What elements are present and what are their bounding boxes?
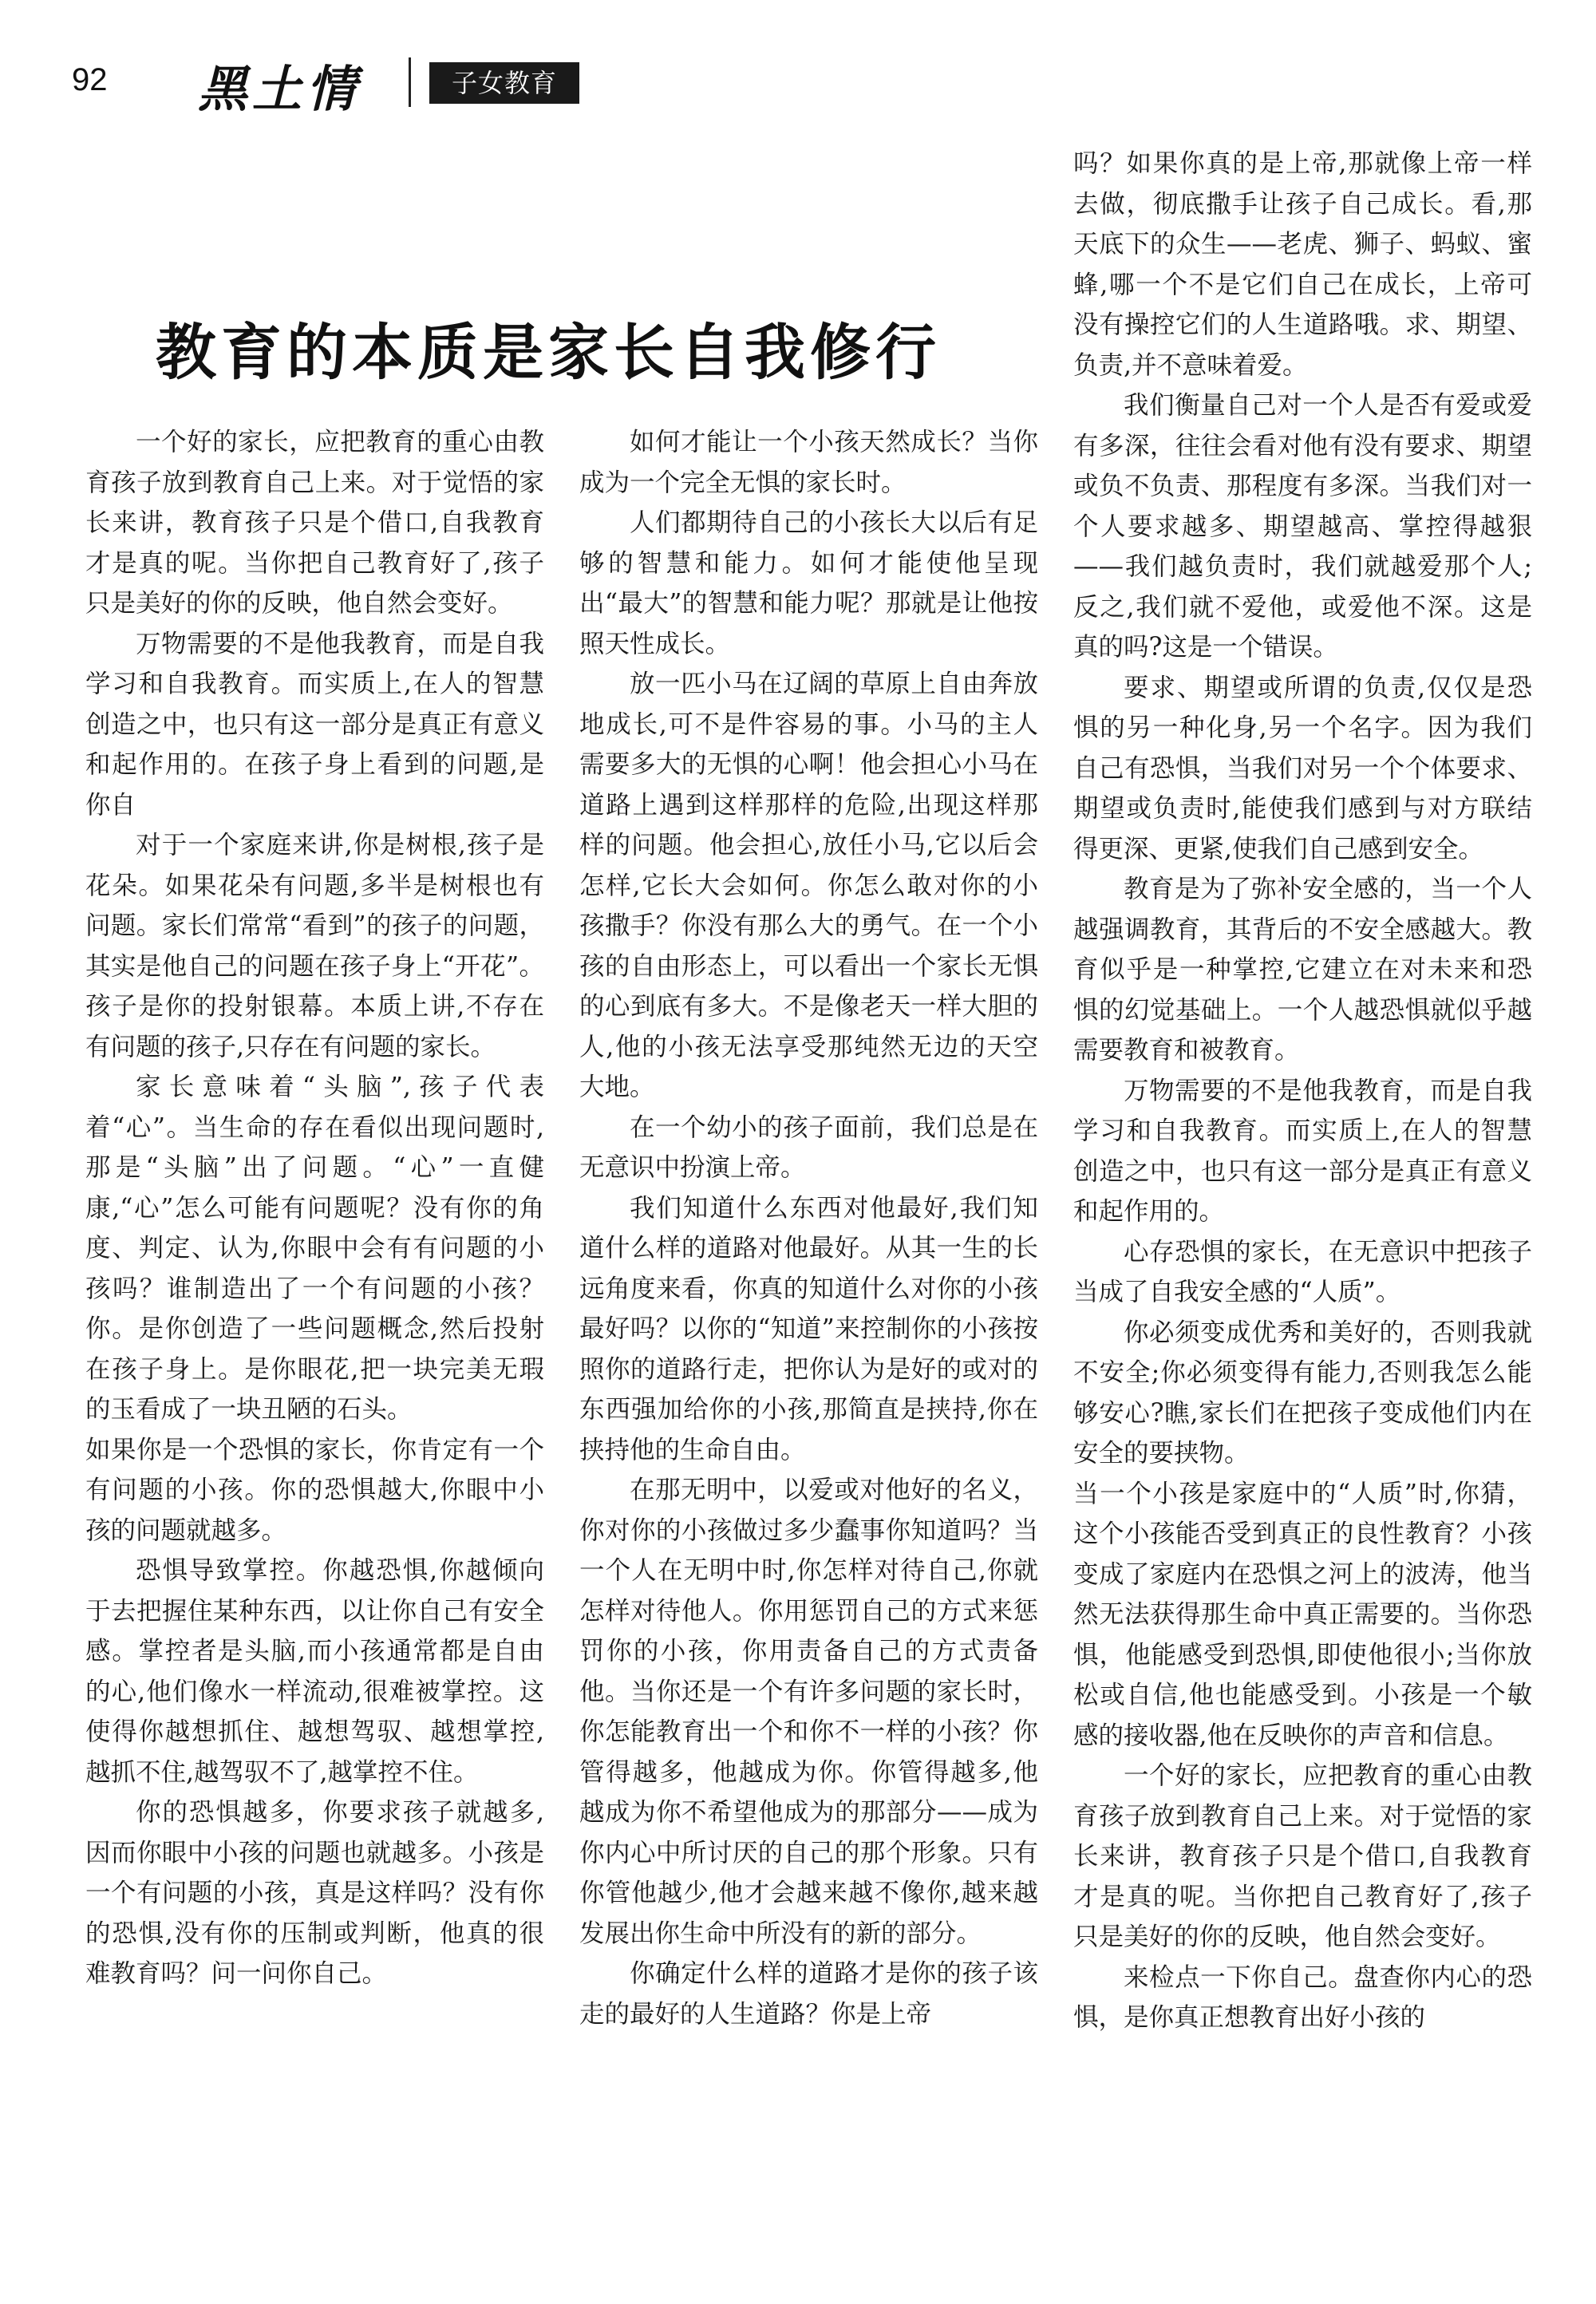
page-number: 92 xyxy=(72,62,108,97)
paragraph: 我们衡量自己对一个人是否有爱或爱有多深，往往会看对他有没有要求、期望或负不负责、那程度有多深。当我们对一个人要求越多、期望越高、掌控得越狠——我们越负责时，我们就越爱那个人;反之,我们就不爱他，或爱他不深。这是真的吗?这是一个错误。 xyxy=(1073,391,1532,662)
paragraph: 我们知道什么东西对他最好,我们知道什么样的道路对他最好。从其一生的长远角度来看，你真的知道什么对你的小孩最好吗？以你的“知道”来控制你的小孩按照你的道路行走，把你认为是好的或对的东西强加给你的小孩,那简直是挟持,你在挟持他的生命自由。 xyxy=(579,1193,1038,1464)
paragraph: 对于一个家庭来讲,你是树根,孩子是花朵。如果花朵有问题,多半是树根也有问题。家长们常常“看到”的孩子的问题，其实是他自己的问题在孩子身上“开花”。孩子是你的投射银幕。本质上讲,不存在有问题的孩子,只存在有问题的家长。 xyxy=(85,831,544,1061)
paragraph: 教育是为了弥补安全感的，当一个人越强调教育，其背后的不安全感越大。教育似乎是一种掌控,它建立在对未来和恐惧的幻觉基础上。一个人越恐惧就似乎越需要教育和被教育。 xyxy=(1073,875,1532,1065)
paragraph: 当一个小孩是家庭中的“人质”时,你猜，这个小孩能否受到真正的良性教育？小孩变成了家庭内在恐惧之河上的波涛，他当然无法获得那生命中真正需要的。当你恐惧，他能感受到恐惧,即使他很小;当你放松或自信,他也能感受到。小孩是一个敏感的接收器,他在反映你的声音和信息。 xyxy=(1073,1479,1532,1750)
paragraph: 吗？如果你真的是上帝,那就像上帝一样去做，彻底撒手让孩子自己成长。看,那天底下的众生——老虎、狮子、蚂蚁、蜜蜂,哪一个不是它们自己在成长，上帝可没有操控它们的人生道路哦。求、期望、负责,并不意味着爱。 xyxy=(1073,149,1532,380)
paragraph: 一个好的家长，应把教育的重心由教育孩子放到教育自己上来。对于觉悟的家长来讲，教育孩子只是个借口,自我教育才是真的呢。当你把自己教育好了,孩子只是美好的你的反映，他自然会变好。 xyxy=(1073,1761,1532,1951)
paragraph: 要求、期望或所谓的负责,仅仅是恐惧的另一种化身,另一个名字。因为我们自己有恐惧，当我们对另一个个体要求、期望或负责时,能使我们感到与对方联结得更深、更紧,使我们自己感到安全。 xyxy=(1073,673,1532,864)
article-title: 教育的本质是家长自我修行 xyxy=(156,316,941,388)
paragraph: 你确定什么样的道路才是你的孩子该走的最好的人生道路？你是上帝 xyxy=(579,1959,1038,2029)
paragraph: 心存恐惧的家长，在无意识中把孩子当成了自我安全感的“人质”。 xyxy=(1073,1237,1532,1306)
paragraph: 如果你是一个恐惧的家长，你肯定有一个有问题的小孩。你的恐惧越大,你眼中小孩的问题就越多。 xyxy=(85,1435,544,1545)
paragraph: 如何才能让一个小孩天然成长？当你成为一个完全无惧的家长时。 xyxy=(579,428,1038,497)
paragraph: 万物需要的不是他我教育，而是自我学习和自我教育。而实质上,在人的智慧创造之中，也只有这一部分是真正有意义和起作用的。 xyxy=(1073,1076,1532,1226)
paragraph: 恐惧导致掌控。你越恐惧,你越倾向于去把握住某种东西，以让你自己有安全感。掌控者是头脑,而小孩通常都是自由的心,他们像水一样流动,很难被掌控。这使得你越想抓住、越想驾驭、越想掌控,越抓不住,越驾驭不了,越掌控不住。 xyxy=(85,1556,544,1787)
paragraph: 人们都期待自己的小孩长大以后有足够的智慧和能力。如何才能使他呈现出“最大”的智慧和能力呢？那就是让他按照天性成长。 xyxy=(579,508,1038,658)
paragraph: 在那无明中，以爱或对他好的名义，你对你的小孩做过多少蠢事你知道吗？当一个人在无明中时,你怎样对待自己,你就怎样对待他人。你用惩罚自己的方式来惩罚你的小孩，你用责备自己的方式责备他。当你还是一个有许多问题的家长时，你怎能教育出一个和你不一样的小孩？你管得越多，他越成为你。你管得越多,他越成为你不希望他成为的那部分——成为你内心中所讨厌的自己的那个形象。只有你管他越少,他才会越来越不像你,越来越发展出你生命中所没有的新的部分。 xyxy=(579,1476,1038,1948)
paragraph: 你的恐惧越多，你要求孩子就越多,因而你眼中小孩的问题也就越多。小孩是一个有问题的小孩，真是这样吗？没有你的恐惧,没有你的压制或判断，他真的很难教育吗？问一问你自己。 xyxy=(85,1798,544,1988)
page-header xyxy=(0,0,1596,120)
paragraph: 万物需要的不是他我教育，而是自我学习和自我教育。而实质上,在人的智慧创造之中，也只有这一部分是真正有意义和起作用的。在孩子身上看到的问题,是你自 xyxy=(85,629,544,820)
text-column-2 xyxy=(579,422,1038,2034)
paragraph: 家长意味着“头脑”,孩子代表着“心”。当生命的存在看似出现问题时,那是“头脑”出了问题。“心”一直健康,“心”怎么可能有问题呢？没有你的角度、判定、认为,你眼中会有有问题的小孩吗？谁制造出了一个有问题的小孩？你。是你创造了一些问题概念,然后投射在孩子身上。是你眼花,把一块完美无瑕的玉看成了一块丑陋的石头。 xyxy=(85,1073,544,1424)
paragraph: 来检点一下你自己。盘查你内心的恐惧，是你真正想教育出好小孩的 xyxy=(1073,1962,1532,2032)
magazine-logo: 黑土情 xyxy=(198,60,361,118)
header-divider xyxy=(409,57,411,107)
paragraph: 一个好的家长，应把教育的重心由教育孩子放到教育自己上来。对于觉悟的家长来讲，教育孩子只是个借口,自我教育才是真的呢。当你把自己教育好了,孩子只是美好的你的反映，他自然会变好。 xyxy=(85,428,544,618)
section-tag: 子女教育 xyxy=(429,62,579,104)
paragraph: 在一个幼小的孩子面前，我们总是在无意识中扮演上帝。 xyxy=(579,1112,1038,1182)
text-column-1 xyxy=(85,422,544,1994)
paragraph: 你必须变成优秀和美好的，否则我就不安全;你必须变得有能力,否则我怎么能够安心?瞧,家长们在把孩子变成他们内在安全的要挟物。 xyxy=(1073,1318,1532,1468)
text-column-3 xyxy=(1073,144,1532,2038)
paragraph: 放一匹小马在辽阔的草原上自由奔放地成长,可不是件容易的事。小马的主人需要多大的无惧的心啊！他会担心小马在道路上遇到这样那样的危险,出现这样那样的问题。他会担心,放任小马,它以后会怎样,它长大会如何。你怎么敢对你的小孩撒手？你没有那么大的勇气。在一个小孩的自由形态上，可以看出一个家长无惧的心到底有多大。不是像老天一样大胆的人,他的小孩无法享受那纯然无边的天空大地。 xyxy=(579,670,1038,1101)
